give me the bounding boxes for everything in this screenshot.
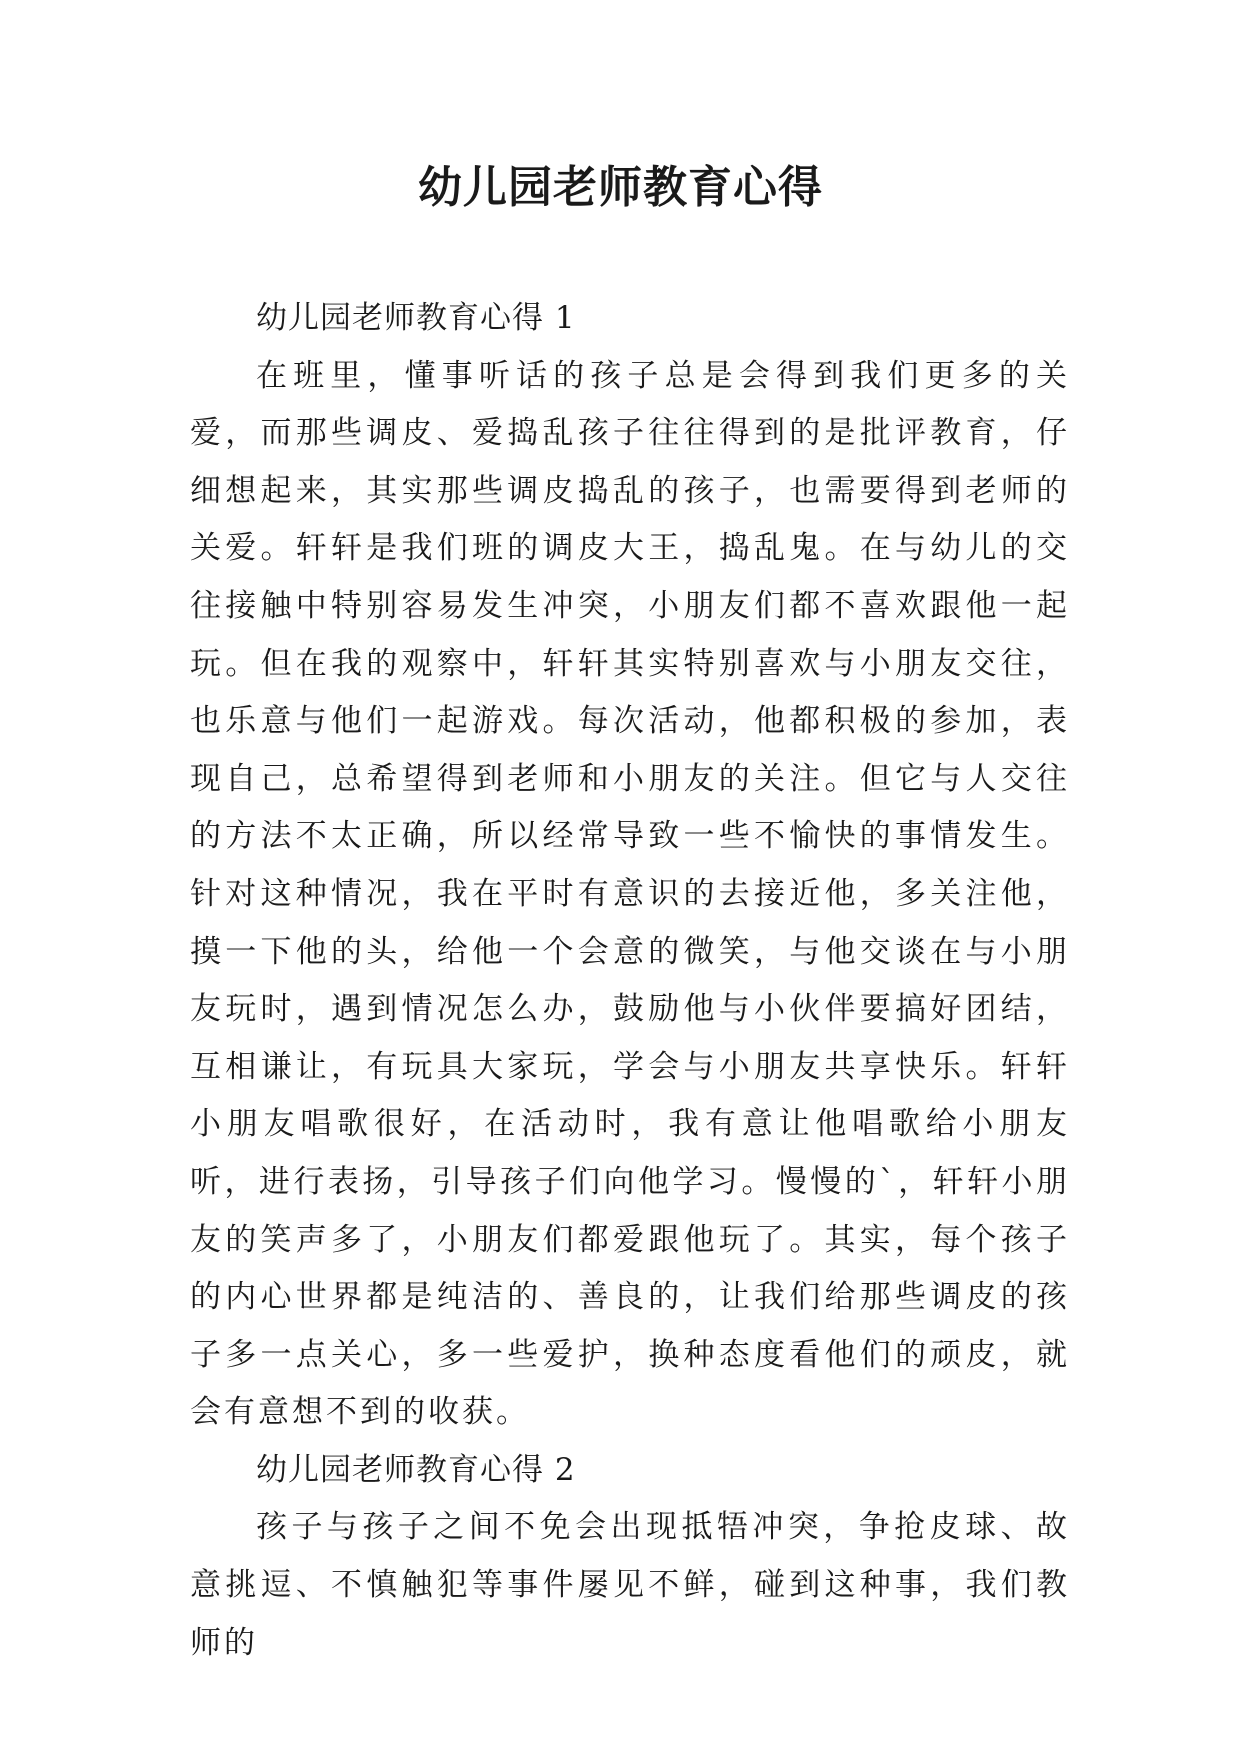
section-2-heading: 幼儿园老师教育心得 2 <box>256 1451 576 1488</box>
section-2-paragraph: 孩子与孩子之间不免会出现抵牾冲突，争抢皮球、故意挑逗、不慎触犯等事件屡见不鲜，碰到这种事，我们教师的 <box>190 1509 1070 1661</box>
section-1-paragraph: 在班里，懂事听话的孩子总是会得到我们更多的关爱，而那些调皮、爱捣乱孩子往往得到的是批评教育，仔细想起来，其实那些调皮捣乱的孩子，也需要得到老师的关爱。轩轩是我们班的调皮大王，捣乱鬼。在与幼儿的交往接触中特别容易发生冲突，小朋友们都不喜欢跟他一起玩。但在我的观察中，轩轩其实特别喜欢与小朋友交往，也乐意与他们一起游戏。每次活动，他都积极的参加，表现自己，总希望得到老师和小朋友的关注。但它与人交往的方法不太正确，所以经常导致一些不愉快的事情发生。针对这种情况，我在平时有意识的去接近他，多关注他，摸一下他的头，给他一个会意的微笑，与他交谈在与小朋友玩时，遇到情况怎么办，鼓励他与小伙伴要搞好团结，互相谦让，有玩具大家玩，学会与小朋友共享快乐。轩轩小朋友唱歌很好，在活动时，我有意让他唱歌给小朋友听，进行表扬，引导孩子们向他学习。慢慢的`，轩轩小朋友的笑声多了，小朋友们都爱跟他玩了。其实，每个孩子的内心世界都是纯洁的、善良的，让我们给那些调皮的孩子多一点关心，多一些爱护，换种态度看他们的顽皮，就会有意想不到的收获。 <box>190 357 1070 1431</box>
document-body <box>190 290 1070 1672</box>
document-title: 幼儿园老师教育心得 <box>418 162 823 213</box>
section-1-heading: 幼儿园老师教育心得 1 <box>256 300 576 336</box>
